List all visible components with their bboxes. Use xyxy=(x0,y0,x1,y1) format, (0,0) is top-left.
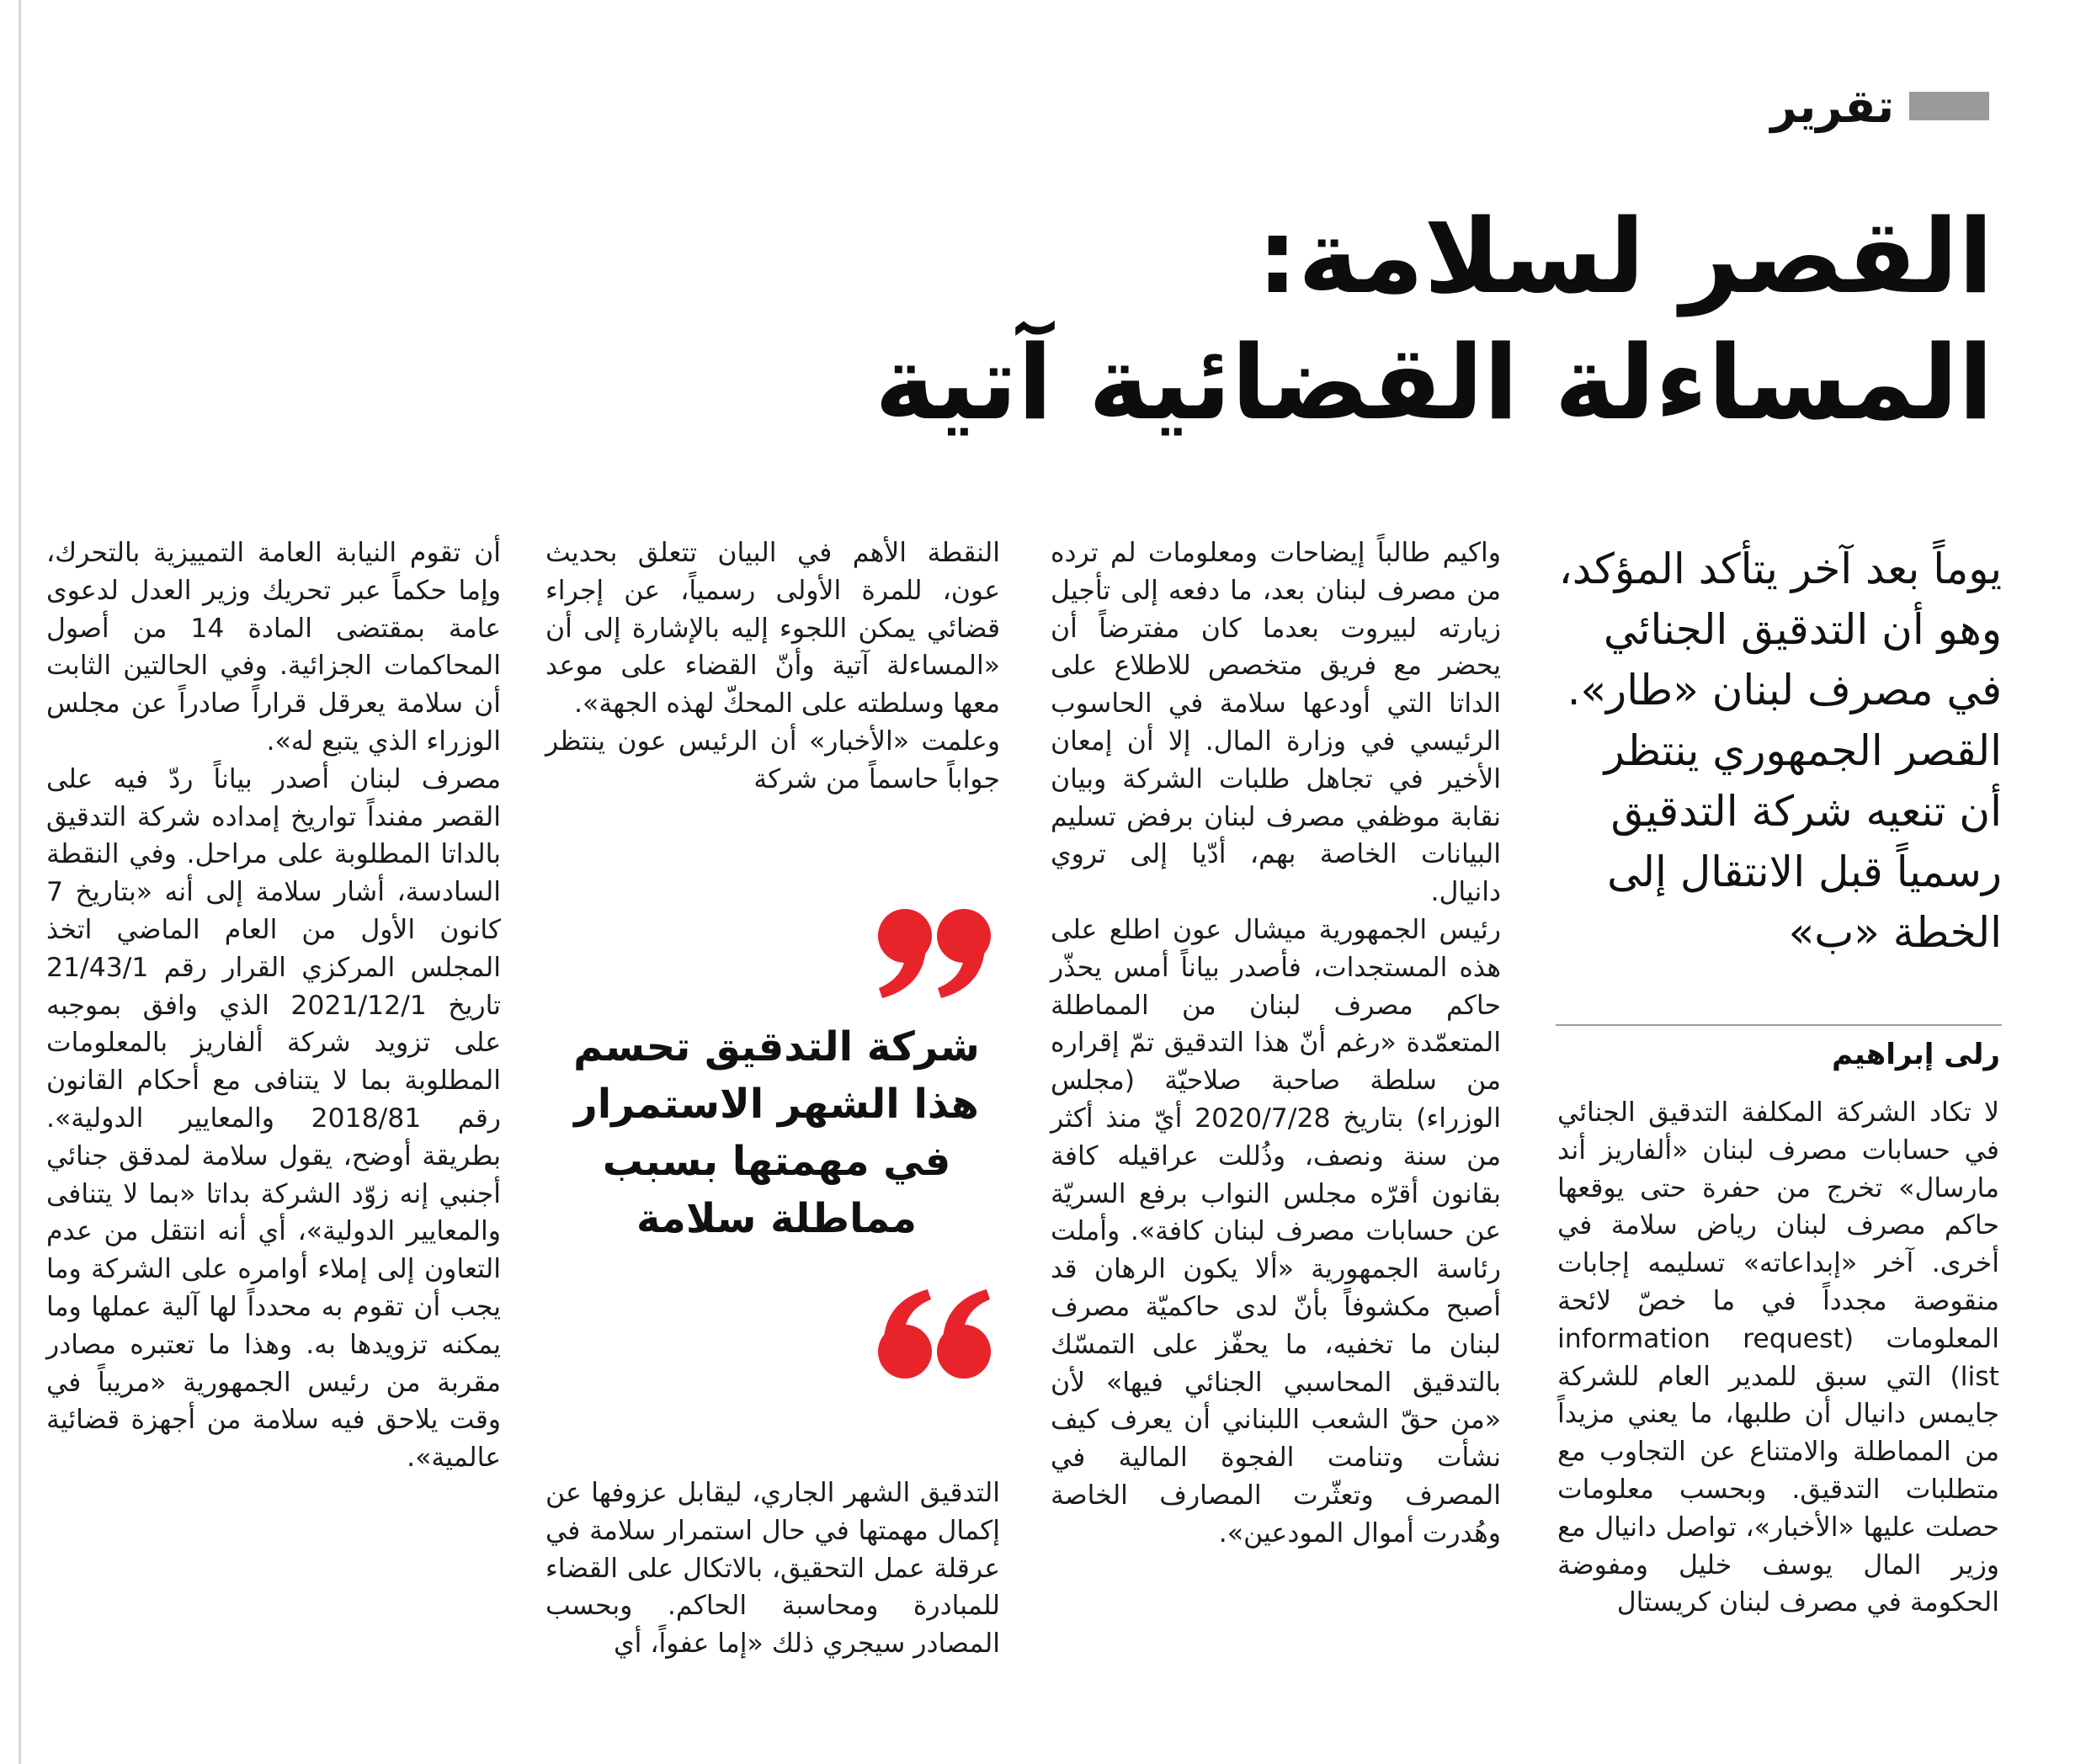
section-label xyxy=(1770,81,1989,131)
article-column-3-continued xyxy=(545,1474,1000,1663)
column-3-paragraph-1: النقطة الأهم في البيان تتعلق بحديث عون، للمرة الأولى رسمياً، عن إجراء قضائي يمكن اللجوء إليه بالإشارة إلى أن «المساءلة آتية وأنّ القضاء على موعد معها وسلطته على المحكّ لهذه الجهة». xyxy=(545,538,1000,720)
article-column-4 xyxy=(46,534,501,1477)
section-label-text: تقرير xyxy=(1770,79,1894,133)
column-2-paragraph-2: رئيس الجمهورية ميشال عون اطلع على هذه المستجدات، فأصدر بياناً أمس يحذّر حاكم مصرف لبنان من المماطلة المتعمّدة «رغم أنّ هذا التدقيق تمّ إقراره من سلطة صاحبة صلاحيّة (مجلس الوزراء) بتاريخ 2020/7/28 أيّ منذ أكثر من سنة ونصف، وذُللت عراقيله كافة بقانون أقرّه مجلس النواب برفع السريّة عن حسابات مصرف لبنان كافة». وأملت رئاسة الجمهورية «ألا يكون الرهان قد أصبح مكشوفاً بأنّ لدى حاكميّة مصرف لبنان ما تخفيه، ما يحفّز على التمسّك بالتدقيق المحاسبي الجنائي فيها» لأن «من حقّ الشعب اللبناني أن يعرف كيف نشأت وتنامت الفجوة المالية في المصرف وتعثّرت المصارف الخاصة وهُدرت أموال المودعين». xyxy=(1051,914,1502,1549)
article-column-1 xyxy=(1557,1094,1999,1622)
byline: رلى إبراهيم xyxy=(1832,1038,2000,1071)
column-1-text: لا تكاد الشركة المكلفة التدقيق الجنائي في حسابات مصرف لبنان «ألفاريز أند مارسال» تخرج من حفرة حتى يوقعها حاكم مصرف لبنان رياض سلامة في أخرى. آخر «إبداعاته» تسليمه إجابات منقوصة مجدداً في ما خصّ لائحة المعلومات (information request list) التي سبق للمدير العام للشركة جايمس دانيال أن طلبها، ما يعني مزيداً من المماطلة والامتناع عن التجاوب مع متطلبات التدقيق. وبحسب معلومات حصلت عليها «الأخبار»، تواصل دانيال مع وزير المال يوسف خليل ومفوضة الحكومة في مصرف لبنان كريستال xyxy=(1557,1097,1999,1618)
headline xyxy=(731,194,1993,446)
column-3-paragraph-3: التدقيق الشهر الجاري، ليقابل عزوفها عن إكمال مهمتها في حال استمرار سلامة في عرقلة عمل التحقيق، بالاتكال على القضاء للمبادرة ومحاسبة الحاكم. وبحسب المصادر سيجري ذلك «إما عفواً، أي xyxy=(545,1478,1000,1660)
column-4-paragraph-2: مصرف لبنان أصدر بياناً ردّ فيه على القصر مفنداً تواريخ إمداده شركة التدقيق بالداتا المطلوبة على مراحل. وفي النقطة السادسة، أشار سلامة إلى أنه «بتاريخ 7 كانون الأول من العام الماضي اتخذ المجلس المركزي القرار رقم 21/43/1 تاريخ 2021/12/1 الذي وافق بموجبه على تزويد شركة ألفاريز بالمعلومات المطلوبة بما لا يتنافى مع أحكام القانون رقم 2018/81 والمعايير الدولية». بطريقة أوضح، يقول سلامة لمدقق جنائي أجنبي إنه زوّد الشركة بداتا «بما لا يتنافى والمعايير الدولية»، أي أنه انتقل من عدم التعاون إلى إملاء أوامره على الشركة وما يجب أن تقوم به محدداً لها آلية عملها وما يمكنه تزويدها به. وهذا ما تعتبره مصادر مقربة من رئيس الجمهورية «مريباً في وقت يلاحق فيه سلامة من أجهزة قضائية عالمية». xyxy=(46,763,501,1474)
article-column-3 xyxy=(545,534,1000,799)
section-bar xyxy=(1909,92,1989,120)
article-column-2 xyxy=(1051,534,1501,1553)
pull-quote xyxy=(556,1018,998,1247)
closing-quote-icon xyxy=(867,901,1002,1002)
page-edge-shadow xyxy=(19,0,21,1764)
column-3-paragraph-2: وعلمت «الأخبار» أن الرئيس عون ينتظر جواباً حاسماً من شركة xyxy=(545,725,1000,794)
headline-line-1: القصر لسلامة: xyxy=(1257,197,1993,316)
pull-quote-text: شركة التدقيق تحسم هذا الشهر الاستمرار في مهمتها بسبب مماطلة سلامة xyxy=(573,1023,980,1242)
byline-divider xyxy=(1556,1024,2002,1026)
column-2-paragraph-1: واكيم طالباً إيضاحات ومعلومات لم ترده من مصرف لبنان بعد، ما دفعه إلى تأجيل زيارته لبيروت بعدما كان مفترضاً أن يحضر مع فريق متخصص للاطلاع على الداتا التي أودعها سلامة في الحاسوب الرئيسي في وزارة المال. إلا أن إمعان الأخير في تجاهل طلبات الشركة وبيان نقابة موظفي مصرف لبنان برفض تسليم البيانات الخاصة بهم، أدّيا إلى تروي دانيال. xyxy=(1051,538,1501,908)
headline-line-2: المساءلة القضائية آتية xyxy=(875,323,1993,443)
lead-text: يوماً بعد آخر يتأكد المؤكد، وهو أن التدقيق الجنائي في مصرف لبنان «طار». القصر الجمهوري ينتظر أن تنعيه شركة التدقيق رسمياً قبل الانتقال إلى الخطة «ب» xyxy=(1558,545,2002,957)
lead-paragraph xyxy=(1556,539,2002,963)
column-4-paragraph-1: أن تقوم النيابة العامة التمييزية بالتحرك، وإما حكماً عبر تحريك وزير العدل لدعوى عامة بمقتضى المادة 14 من أصول المحاكمات الجزائية. وفي الحالتين الثابت أن سلامة يعرقل قراراً صادراً عن مجلس الوزراء الذي يتبع له». xyxy=(46,538,501,757)
opening-quote-icon xyxy=(867,1286,1002,1387)
